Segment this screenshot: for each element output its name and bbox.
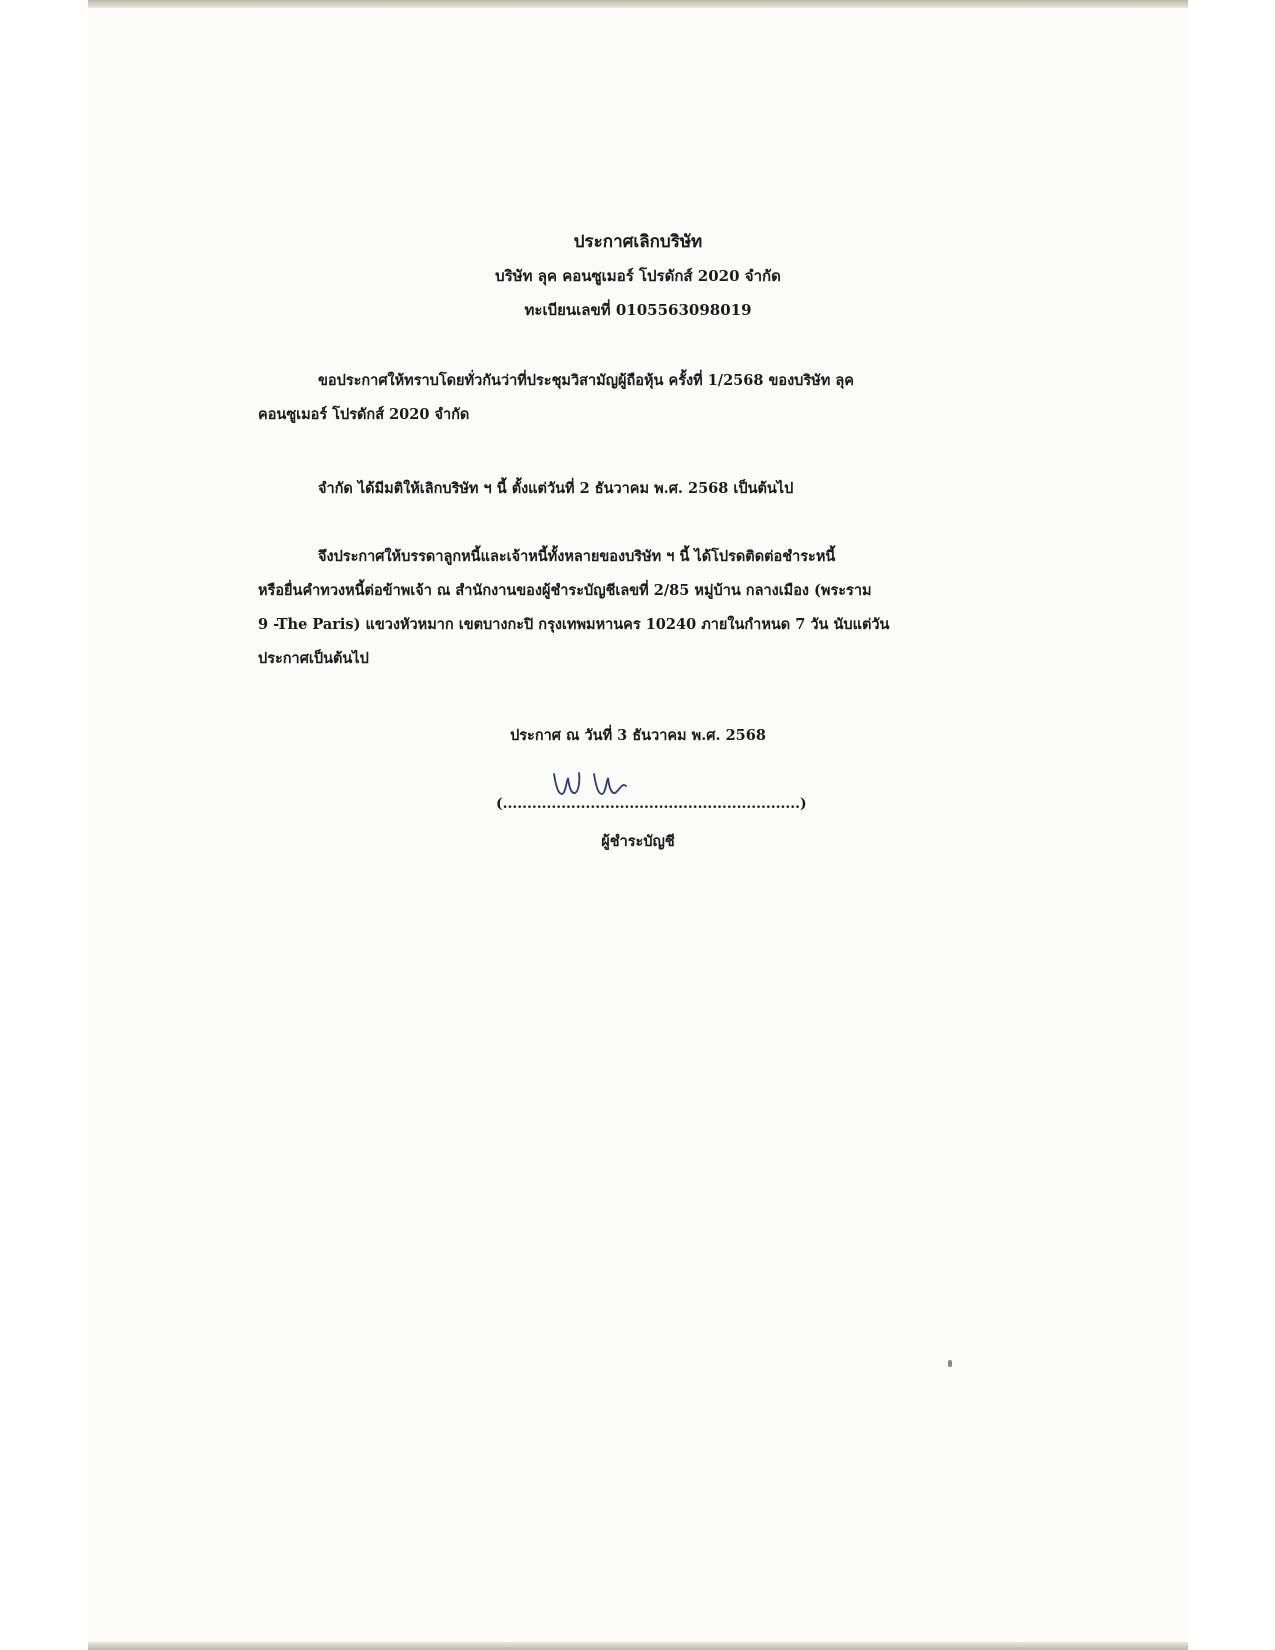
paragraph-creditors xyxy=(258,540,918,676)
signer-title: ผู้ชำระบัญชี xyxy=(601,833,675,850)
paragraph-line: ประกาศเป็นต้นไป xyxy=(258,650,369,667)
announcement-date: ประกาศ ณ วันที่ 3 ธันวาคม พ.ศ. 2568 xyxy=(510,727,766,744)
signature-blank: (.............................................................) xyxy=(496,796,807,812)
paragraph-line: หรือยื่นคำทวงหนี้ต่อข้าพเจ้า ณ สำนักงานของผู้ชำระบัญชีเลขที่ 2/85 หมู่บ้าน กลางเมือง (พระราม xyxy=(258,582,872,599)
notice-title: ประกาศเลิกบริษัท xyxy=(573,232,703,252)
scan-speck xyxy=(948,1360,952,1367)
paragraph-line: 9 -The Paris) แขวงหัวหมาก เขตบางกะปิ กรุงเทพมหานคร 10240 ภายในกำหนด 7 วัน นับแต่วัน xyxy=(258,616,890,633)
registration-number: ทะเบียนเลขที่ 0105563098019 xyxy=(524,301,752,319)
paragraph-line: จึงประกาศให้บรรดาลูกหนี้และเจ้าหนี้ทั้งหลายของบริษัท ฯ นี้ ได้โปรดติดต่อชำระหนี้ xyxy=(318,548,836,565)
scan-edge-top xyxy=(88,0,1188,8)
paragraph-dissolution-date xyxy=(258,472,918,506)
scan-edge-bottom xyxy=(88,1642,1188,1650)
paragraph-resolution xyxy=(258,364,918,432)
scan-margin xyxy=(0,0,88,1650)
paragraph-line: ขอประกาศให้ทราบโดยทั่วกันว่าที่ประชุมวิสามัญผู้ถือหุ้น ครั้งที่ 1/2568 ของบริษัท ลุค xyxy=(318,372,854,389)
paragraph-line: จำกัด ได้มีมติให้เลิกบริษัท ฯ นี้ ตั้งแต่วันที่ 2 ธันวาคม พ.ศ. 2568 เป็นต้นไป xyxy=(318,480,794,497)
company-name: บริษัท ลุค คอนซูเมอร์ โปรดักส์ 2020 จำกัด xyxy=(495,267,781,285)
paragraph-line: คอนซูเมอร์ โปรดักส์ 2020 จำกัด xyxy=(258,406,470,423)
